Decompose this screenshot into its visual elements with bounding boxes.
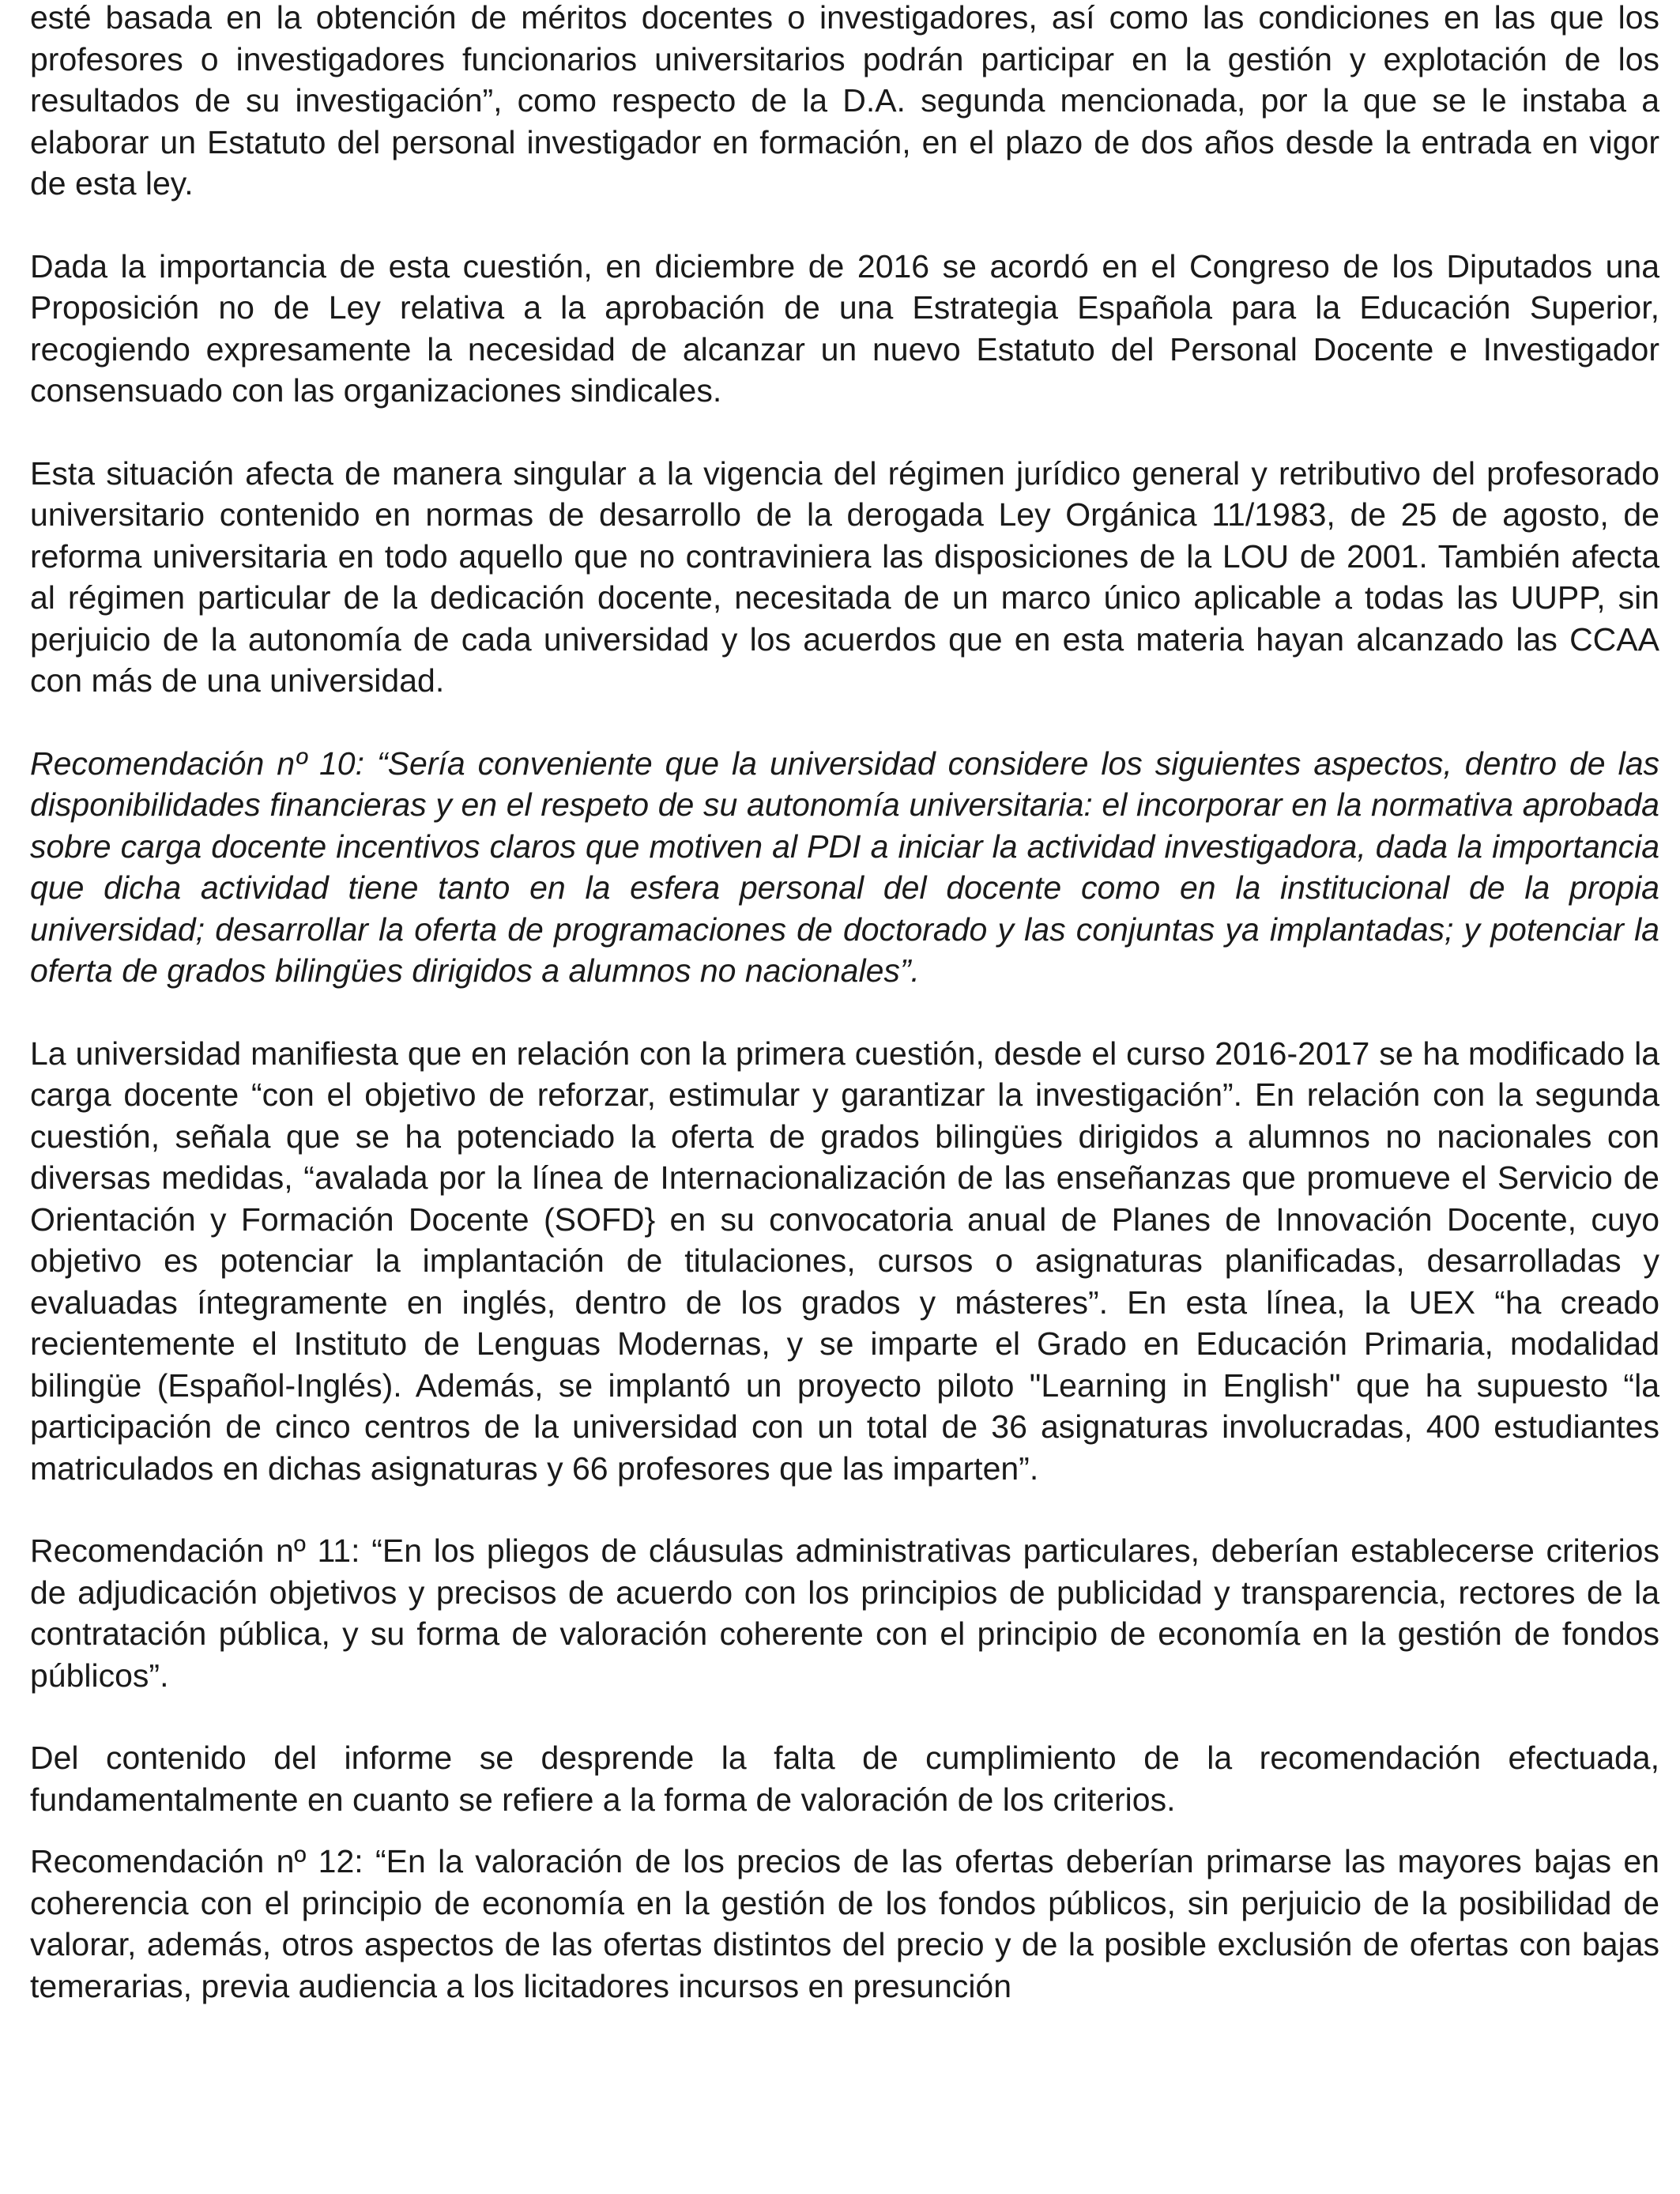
paragraph-congreso: Dada la importancia de esta cuestión, en diciembre de 2016 se acordó en el Congreso de los Diputados una Proposición no de Ley relativa a la aprobación de una Estrategia Española para la Educación Superior, recogiendo expresamente la necesidad de alcanzar un nuevo Estatuto del Personal Docente e Investigador consensuado con las organizaciones sindicales. [30, 247, 1659, 409]
body-text [30, 0, 1659, 2007]
paragraph-incumplimiento: Del contenido del informe se desprende la falta de cumplimiento de la recomendación efectuada, fundamentalmente en cuanto se refiere a la forma de valoración de los criterios. [30, 1740, 1659, 1818]
paragraph-recomendacion-10: Recomendación nº 10: “Sería conveniente que la universidad considere los siguientes aspectos, dentro de las disponibilidades financieras y en el respeto de su autonomía universitaria: el incorporar en la normativa aprobada sobre carga docente incentivos claros que motiven al PDI a iniciar la actividad investigadora, dada la importancia que dicha actividad tiene tanto en la esfera personal del docente como en la institucional de la propia universidad; desarrollar la oferta de programaciones de doctorado y las conjuntas ya implantadas; y potenciar la oferta de grados bilingües dirigidos a alumnos no nacionales”. [30, 745, 1659, 989]
paragraph-recomendacion-11: Recomendación nº 11: “En los pliegos de cláusulas administrativas particulares, deberían establecerse criterios de adjudicación objetivos y precisos de acuerdo con los principios de publicidad y transparencia, rectores de la contratación pública, y su forma de valoración coherente con el principio de economía en la gestión de fondos públicos”. [30, 1532, 1659, 1694]
paragraph-continuation: esté basada en la obtención de méritos docentes o investigadores, así como las condiciones en las que los profesores o investigadores funcionarios universitarios podrán participar en la gestión y explotación de los resultados de su investigación”, como respecto de la D.A. segunda mencionada, por la que se le instaba a elaborar un Estatuto del personal investigador en formación, en el plazo de dos años desde la entrada en vigor de esta ley. [30, 0, 1659, 202]
paragraph-situacion: Esta situación afecta de manera singular a la vigencia del régimen jurídico general y retributivo del profesorado universitario contenido en normas de desarrollo de la derogada Ley Orgánica 11/1983, de 25 de agosto, de reforma universitaria en todo aquello que no contraviniera las disposiciones de la LOU de 2001. También afecta al régimen particular de la dedicación docente, necesitada de un marco único aplicable a todas las UUPP, sin perjuicio de la autonomía de cada universidad y los acuerdos que en esta materia hayan alcanzado las CCAA con más de una universidad. [30, 454, 1659, 699]
paragraph-recomendacion-12: Recomendación nº 12: “En la valoración de los precios de las ofertas deberían primarse las mayores bajas en coherencia con el principio de economía en la gestión de los fondos públicos, sin perjuicio de la posibilidad de valorar, además, otros aspectos de las ofertas distintos del precio y de la posible exclusión de ofertas con bajas temerarias, previa audiencia a los licitadores incursos en presunción [30, 1843, 1659, 2004]
paragraph-respuesta-universidad: La universidad manifiesta que en relación con la primera cuestión, desde el curso 2016-2017 se ha modificado la carga docente “con el objetivo de reforzar, estimular y garantizar la investigación”. En relación con la segunda cuestión, señala que se ha potenciado la oferta de grados bilingües dirigidos a alumnos no nacionales con diversas medidas, “avalada por la línea de Internacionalización de las enseñanzas que promueve el Servicio de Orientación y Formación Docente (SOFD} en su convocatoria anual de Planes de Innovación Docente, cuyo objetivo es potenciar la implantación de titulaciones, cursos o asignaturas planificadas, desarrolladas y evaluadas íntegramente en inglés, dentro de los grados y másteres”. En esta línea, la UEX “ha creado recientemente el Instituto de Lenguas Modernas, y se imparte el Grado en Educación Primaria, modalidad bilingüe (Español-Inglés). Además, se implantó un proyecto piloto "Learning in English" que ha supuesto “la participación de cinco centros de la universidad con un total de 36 asignaturas involucradas, 400 estudiantes matriculados en dichas asignaturas y 66 profesores que las imparten”. [30, 1035, 1659, 1487]
